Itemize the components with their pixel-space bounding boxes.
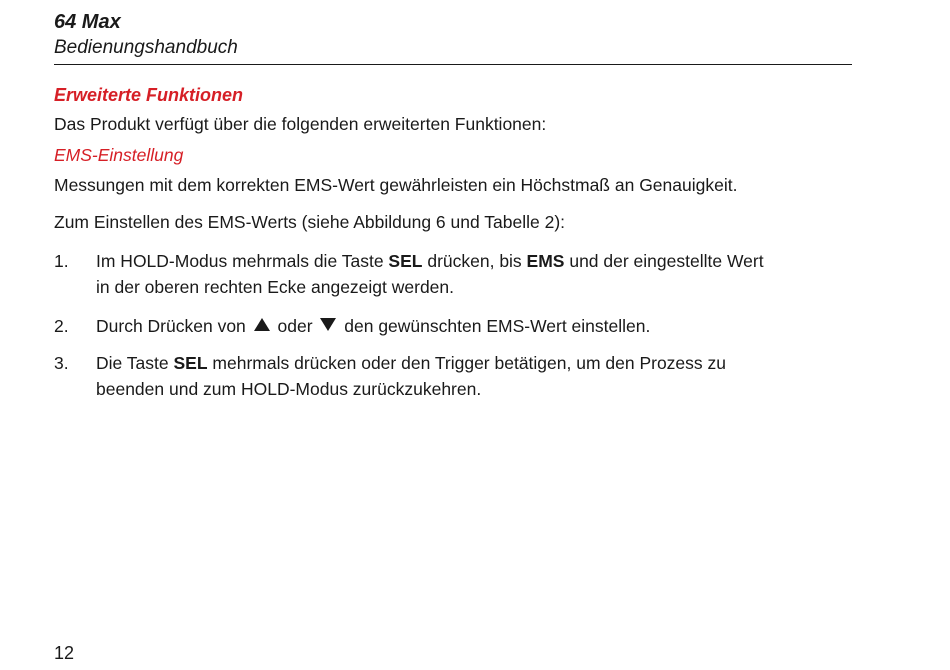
step-line: beenden und zum HOLD-Modus zurückzukehren. xyxy=(96,379,482,399)
step-text-fragment: den gewünschten EMS-Wert einstellen. xyxy=(339,316,651,336)
step-text-fragment: Im HOLD-Modus mehrmals die Taste xyxy=(96,251,389,271)
step-line: in der oberen rechten Ecke angezeigt werden. xyxy=(96,277,455,297)
step-text-fragment: drücken, bis xyxy=(422,251,527,271)
page-number: 12 xyxy=(54,643,75,663)
document-subtitle: Bedienungshandbuch xyxy=(54,37,238,58)
step-text-fragment: Durch Drücken von xyxy=(96,316,251,336)
page-header xyxy=(54,10,852,65)
step-text xyxy=(96,350,856,402)
step-line xyxy=(96,248,856,274)
triangle-down-icon xyxy=(320,318,336,331)
step-text-fragment: und der eingestellte Wert xyxy=(564,251,764,271)
step-number: 1. xyxy=(54,251,69,271)
step-text xyxy=(96,248,856,300)
intro-paragraph: Das Produkt verfügt über die folgenden erweiterten Funktionen: xyxy=(54,114,547,134)
step-text xyxy=(96,313,856,339)
step-text-fragment: oder xyxy=(272,316,318,336)
key-label-sel: SEL xyxy=(388,251,423,271)
triangle-up-icon xyxy=(254,318,270,331)
step-line xyxy=(96,313,856,339)
body-paragraph-2: Zum Einstellen des EMS-Werts (siehe Abbildung 6 und Tabelle 2): xyxy=(54,212,566,232)
step-text-fragment: mehrmals drücken oder den Trigger betätigen, um den Prozess zu xyxy=(207,353,727,373)
step-text-fragment: Die Taste xyxy=(96,353,174,373)
step-line xyxy=(96,350,856,376)
subsection-heading: EMS-Einstellung xyxy=(54,145,184,165)
key-label-sel: SEL xyxy=(173,353,208,373)
body-paragraph-1: Messungen mit dem korrekten EMS-Wert gewährleisten ein Höchstmaß an Genauigkeit. xyxy=(54,175,738,195)
display-label-ems: EMS xyxy=(526,251,565,271)
step-number: 3. xyxy=(54,353,69,373)
document-title: 64 Max xyxy=(54,11,121,33)
section-heading: Erweiterte Funktionen xyxy=(54,85,244,105)
step-number: 2. xyxy=(54,316,69,336)
